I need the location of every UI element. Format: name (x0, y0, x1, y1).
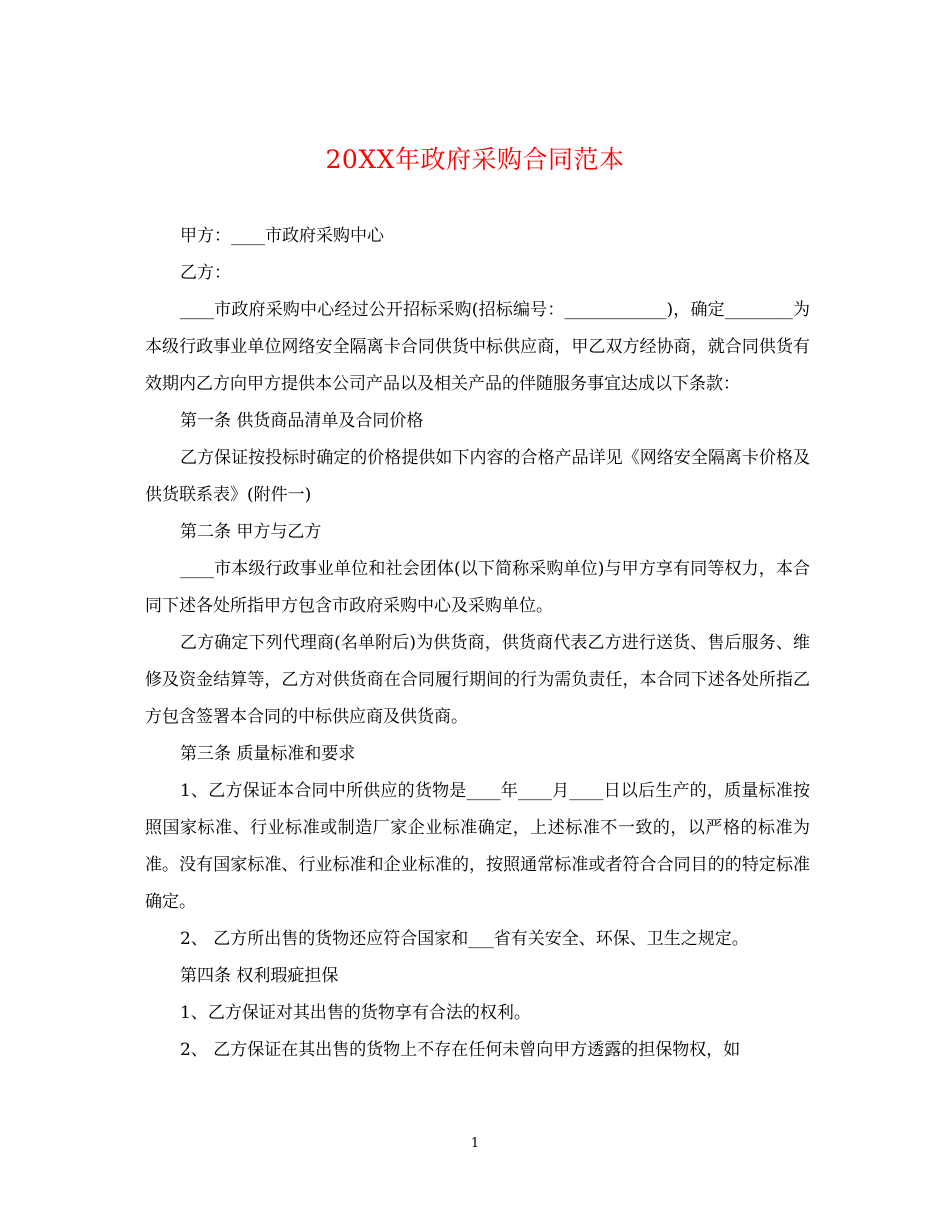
page-number: 1 (470, 1136, 480, 1151)
article-3-item-1: 1、乙方保证本合同中所供应的货物是____年____月____日以后生产的，质量标准按照国家标准、行业标准或制造厂家企业标准确定，上述标准不一致的，以严格的标准为准。没有国家标准、行业标准和企业标准的，按照通常标准或者符合合同目的的特定标准确定。 (145, 781, 810, 912)
document-title: 20XX年政府采购合同范本 (325, 145, 625, 174)
document-body (145, 218, 810, 1069)
article-3-item-2: 2、 乙方所出售的货物还应符合国家和___省有关安全、环保、卫生之规定。 (180, 929, 749, 949)
article-4-heading: 第四条 权利瑕疵担保 (180, 966, 339, 986)
article-3-heading: 第三条 质量标准和要求 (180, 744, 356, 764)
party-a-line: 甲方：____市政府采购中心 (180, 226, 384, 246)
intro-paragraph: ____市政府采购中心经过公开招标采购(招标编号：____________)，确定________为本级行政事业单位网络安全隔离卡合同供货中标供应商，甲乙双方经协商，就合同供货有效期内乙方向甲方提供本公司产品以及相关产品的伴随服务事宜达成以下条款： (145, 300, 810, 394)
party-b-line: 乙方： (180, 263, 231, 283)
article-4-item-2: 2、 乙方保证在其出售的货物上不存在任何未曾向甲方透露的担保物权，如 (180, 1040, 741, 1060)
article-1-heading: 第一条 供货商品清单及合同价格 (180, 411, 424, 431)
article-1-paragraph: 乙方保证按投标时确定的价格提供如下内容的合格产品详见《网络安全隔离卡价格及供货联系表》(附件一) (145, 448, 810, 505)
article-2-paragraph-1: ____市本级行政事业单位和社会团体(以下简称采购单位)与甲方享有同等权力，本合同下述各处所指甲方包含市政府采购中心及采购单位。 (145, 559, 810, 616)
article-2-paragraph-2: 乙方确定下列代理商(名单附后)为供货商，供货商代表乙方进行送货、售后服务、维修及资金结算等，乙方对供货商在合同履行期间的行为需负责任，本合同下述各处所指乙方包含签署本合同的中标供应商及供货商。 (145, 633, 810, 727)
article-4-item-1: 1、乙方保证对其出售的货物享有合法的权利。 (180, 1003, 531, 1023)
article-2-heading: 第二条 甲方与乙方 (180, 522, 322, 542)
